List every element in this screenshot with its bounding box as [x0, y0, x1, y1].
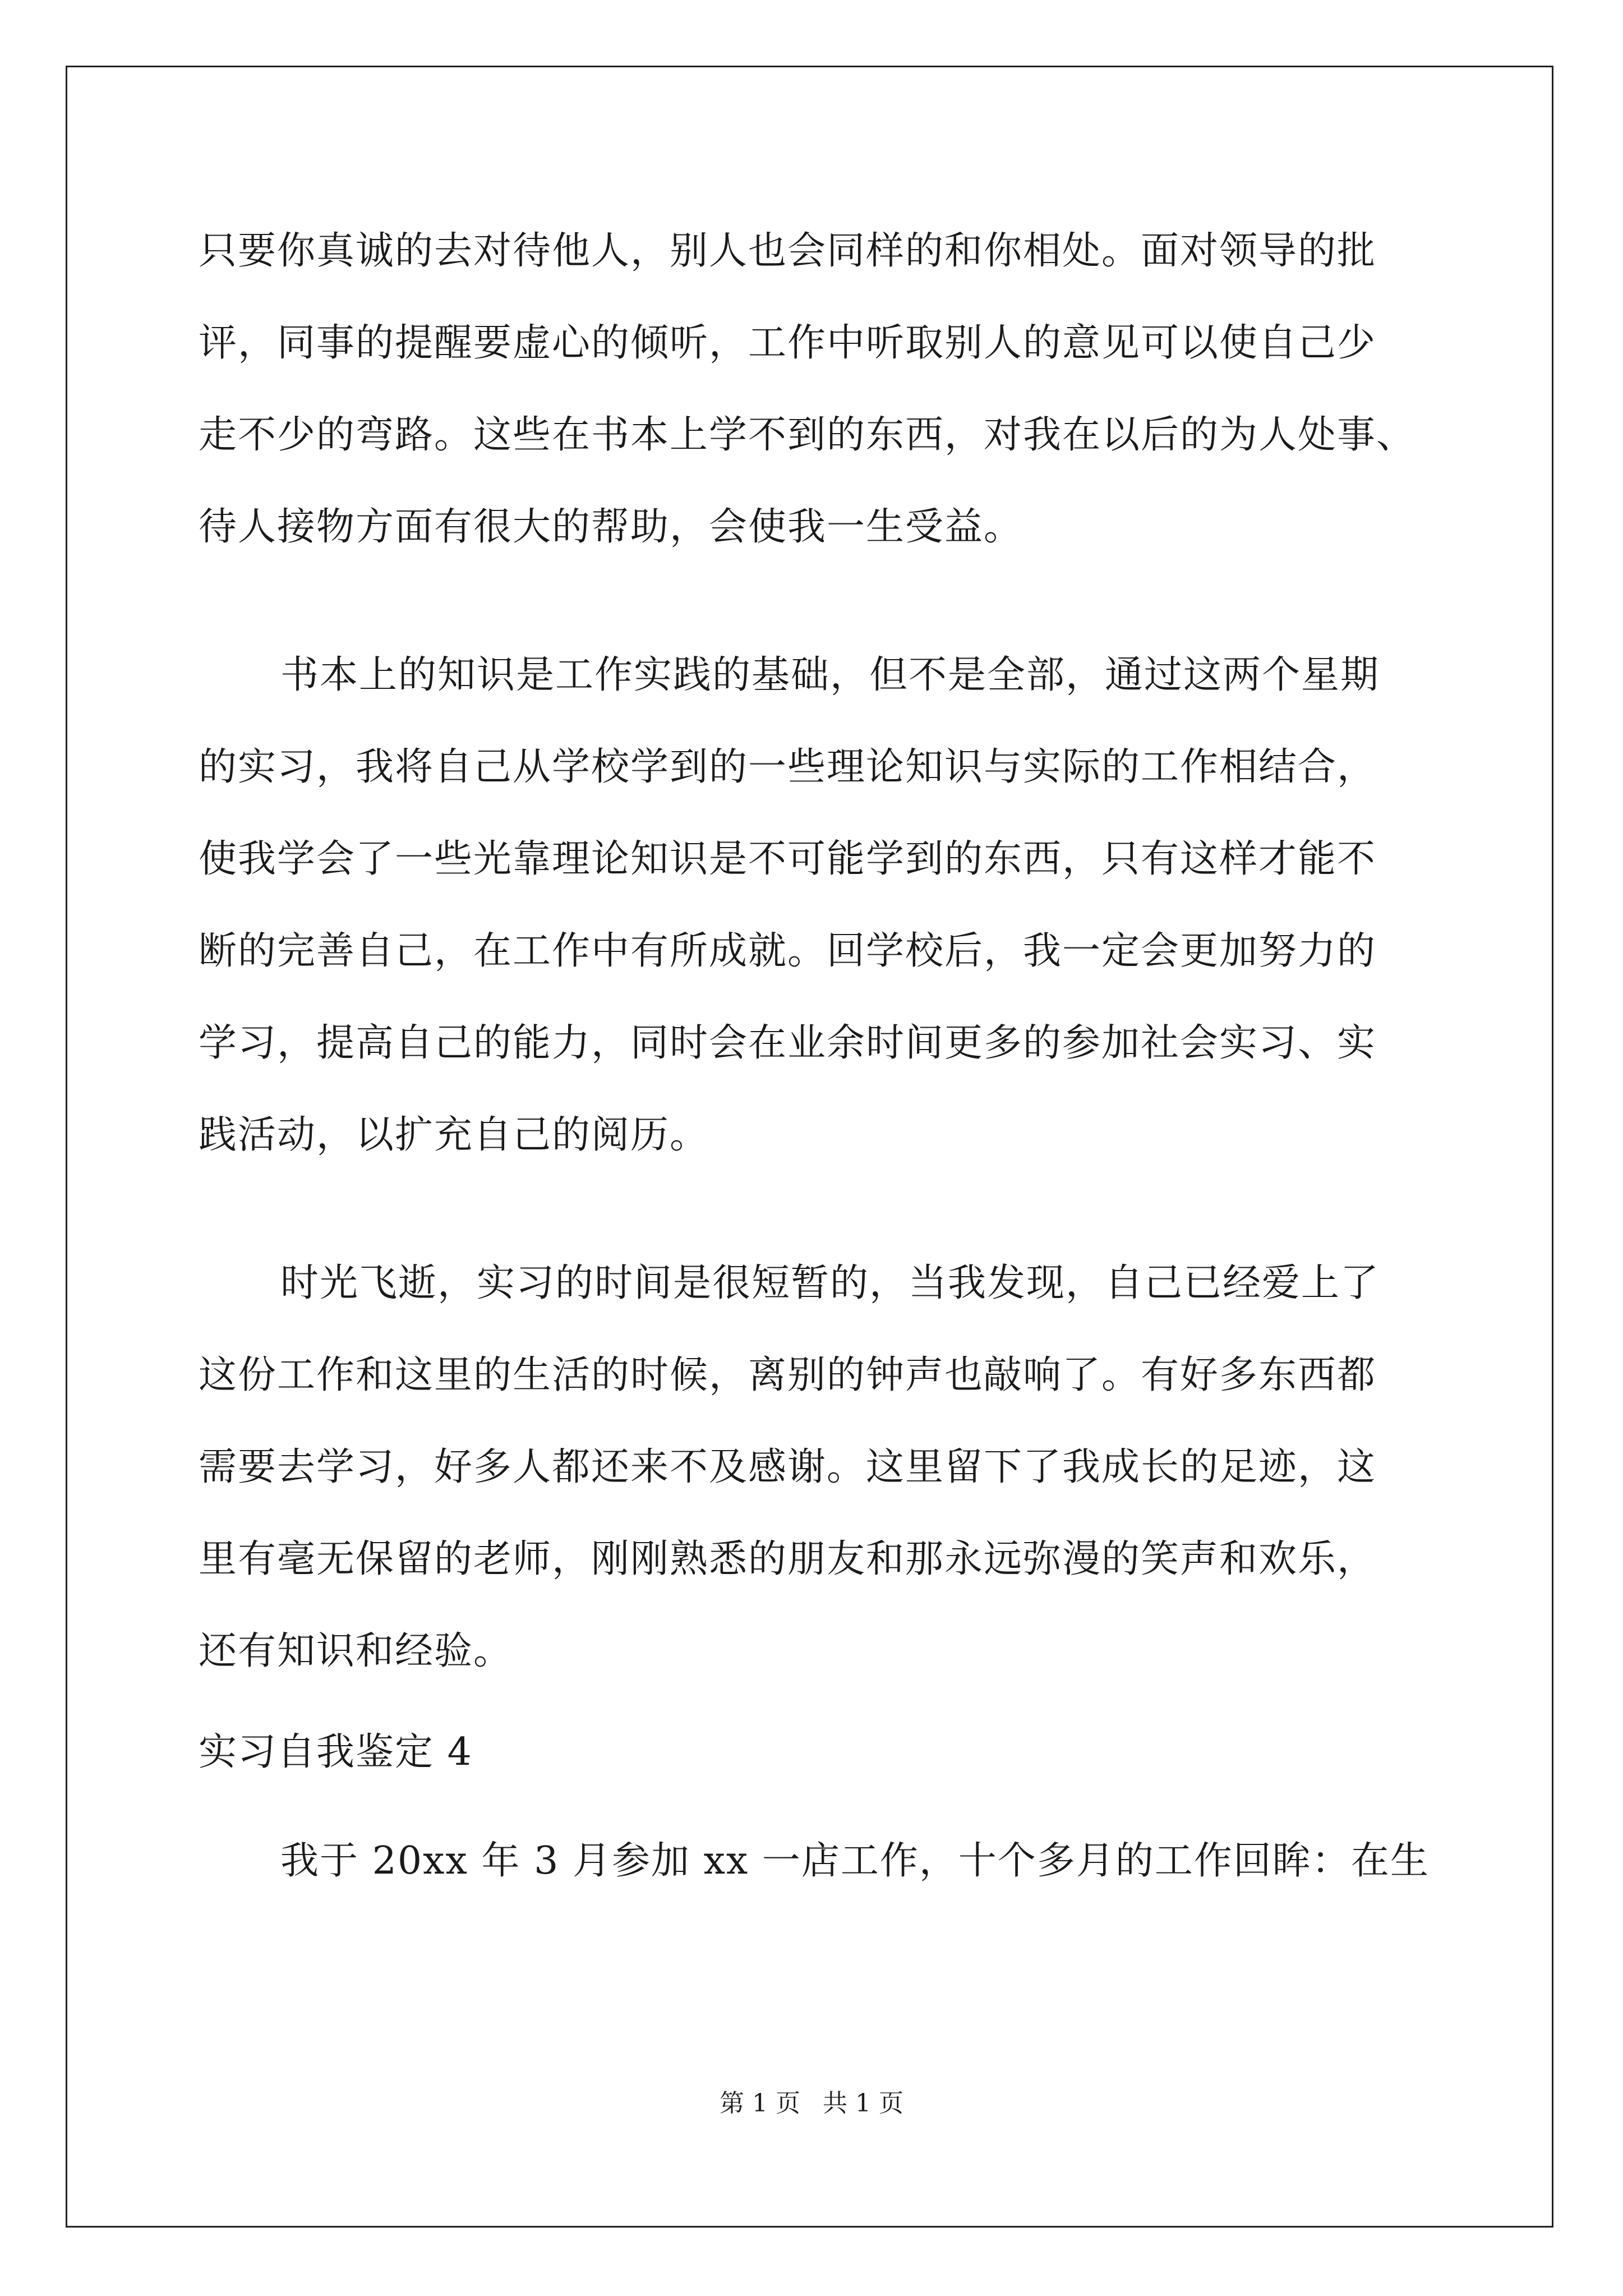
page-number: 第 1 页 — [720, 2089, 800, 2118]
body-line: 只要你真诚的去对待他人，别人也会同样的和你相处。面对领导的批 — [199, 229, 1377, 273]
body-line: 践活动，以扩充自己的阅历。 — [199, 1113, 709, 1157]
body-line: 里有毫无保留的老师，刚刚熟悉的朋友和那永远弥漫的笑声和欢乐， — [199, 1537, 1377, 1581]
section-heading: 实习自我鉴定 4 — [199, 1730, 473, 1774]
body-line: 待人接物方面有很大的帮助，会使我一生受益。 — [199, 505, 1023, 549]
page-footer — [0, 2088, 1623, 2119]
body-line: 这份工作和这里的生活的时候，离别的钟声也敲响了。有好多东西都 — [199, 1353, 1377, 1397]
body-line: 走不少的弯路。这些在书本上学不到的东西，对我在以后的为人处事、 — [199, 413, 1416, 457]
paragraph-first-line: 我于 20xx 年 3 月参加 xx 一店工作，十个多月的工作回眸：在生 — [280, 1839, 1430, 1883]
page-total: 共 1 页 — [823, 2089, 903, 2118]
body-line: 的实习，我将自己从学校学到的一些理论知识与实际的工作相结合， — [199, 745, 1377, 789]
body-line: 评，同事的提醒要虚心的倾听，工作中听取别人的意见可以使自己少 — [199, 321, 1377, 365]
paragraph-first-line: 书本上的知识是工作实践的基础，但不是全部，通过这两个星期 — [280, 653, 1380, 697]
body-line: 还有知识和经验。 — [199, 1629, 513, 1673]
body-line: 使我学会了一些光靠理论知识是不可能学到的东西，只有这样才能不 — [199, 837, 1377, 881]
body-line: 断的完善自己，在工作中有所成就。回学校后，我一定会更加努力的 — [199, 929, 1377, 973]
paragraph-first-line: 时光飞逝，实习的时间是很短暂的，当我发现，自己已经爱上了 — [280, 1261, 1380, 1305]
body-line: 需要去学习，好多人都还来不及感谢。这里留下了我成长的足迹，这 — [199, 1445, 1377, 1489]
body-line: 学习，提高自己的能力，同时会在业余时间更多的参加社会实习、实 — [199, 1021, 1377, 1065]
